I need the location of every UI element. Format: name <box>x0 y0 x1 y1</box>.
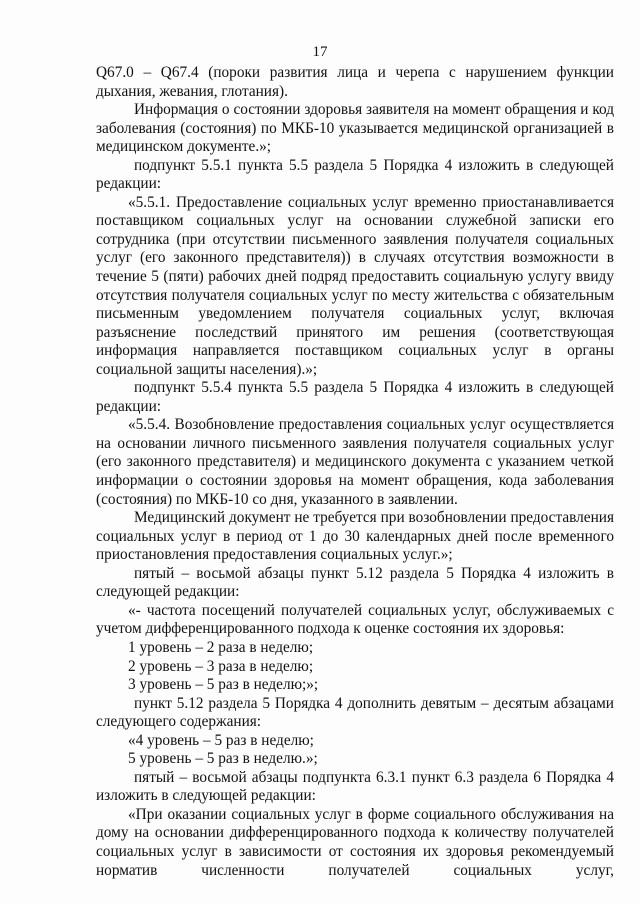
paragraph: 5 уровень – 5 раз в неделю.»; <box>128 750 318 768</box>
paragraph: 2 уровень – 3 раза в неделю; <box>128 657 314 675</box>
page-number: 17 <box>312 44 328 60</box>
paragraph: подпункт 5.5.1 пункта 5.5 раздела 5 Порядка 4 изложить в следующей редакции: <box>96 156 614 193</box>
paragraph: пятый – восьмой абзацы пункт 5.12 раздела 5 Порядка 4 изложить в следующей редакции: <box>96 564 614 601</box>
document-body <box>96 64 614 880</box>
paragraph: «5.5.4. Возобновление предоставления социальных услуг осуществляется на основании личного письменного заявления получателя социальных услуг (его законного представителя) и медицинского документа с указанием четкой информации о состоянии здоровья на момент обращения, кода заболевания (состояния) по МКБ-10 со дня, указанного в заявлении. <box>96 416 614 508</box>
paragraph: «5.5.1. Предоставление социальных услуг временно приостанавливается поставщиком социальных услуг на основании служебной записки его сотрудника (при отсутствии письменного заявления получателя социальных услуг (его законного представителя)) в случаях отсутствия возможности в течение 5 (пяти) рабочих дней подряд предоставить социальную услугу ввиду отсутствия получателя социальных услуг по месту жительства с обязательным письменным уведомлением получателя социальных услуг, включая разъяснение последствий принятого им решения (соответствующая информация направляется поставщиком социальных услуг в органы социальной защиты населения).»; <box>96 193 614 378</box>
paragraph: «- частота посещений получателей социальных услуг, обслуживаемых с учетом дифференцированного подхода к оценке состояния их здоровья: <box>96 601 614 638</box>
paragraph: 3 уровень – 5 раз в неделю;»; <box>128 676 319 694</box>
paragraph: подпункт 5.5.4 пункта 5.5 раздела 5 Порядка 4 изложить в следующей редакции: <box>96 379 614 415</box>
paragraph: Q67.0 – Q67.4 (пороки развития лица и черепа с нарушением функции дыхания, жевания, глотания). <box>96 64 614 100</box>
paragraph: «4 уровень – 5 раз в неделю; <box>128 731 314 749</box>
paragraph: Медицинский документ не требуется при возобновлении предоставления социальных услуг в период от 1 до 30 календарных дней после временного приостановления предоставления социальных услуг.»; <box>96 509 614 564</box>
paragraph: пункт 5.12 раздела 5 Порядка 4 дополнить девятым – десятым абзацами следующего содержания: <box>96 694 614 731</box>
paragraph: 1 уровень – 2 раза в неделю; <box>128 638 314 656</box>
paragraph: «При оказании социальных услуг в форме социального обслуживания на дому на основании дифференцированного подхода к количеству получателей социальных услуг в зависимости от состояния их здоровья рекомендуемый норматив численности получателей социальных услуг, <box>96 805 614 879</box>
paragraph: пятый – восьмой абзацы подпункта 6.3.1 пункт 6.3 раздела 6 Порядка 4 изложить в следующей редакции: <box>96 768 614 805</box>
paragraph: Информация о состоянии здоровья заявителя на момент обращения и код заболевания (состояния) по МКБ-10 указывается медицинской организацией в медицинском документе.»; <box>96 101 614 156</box>
